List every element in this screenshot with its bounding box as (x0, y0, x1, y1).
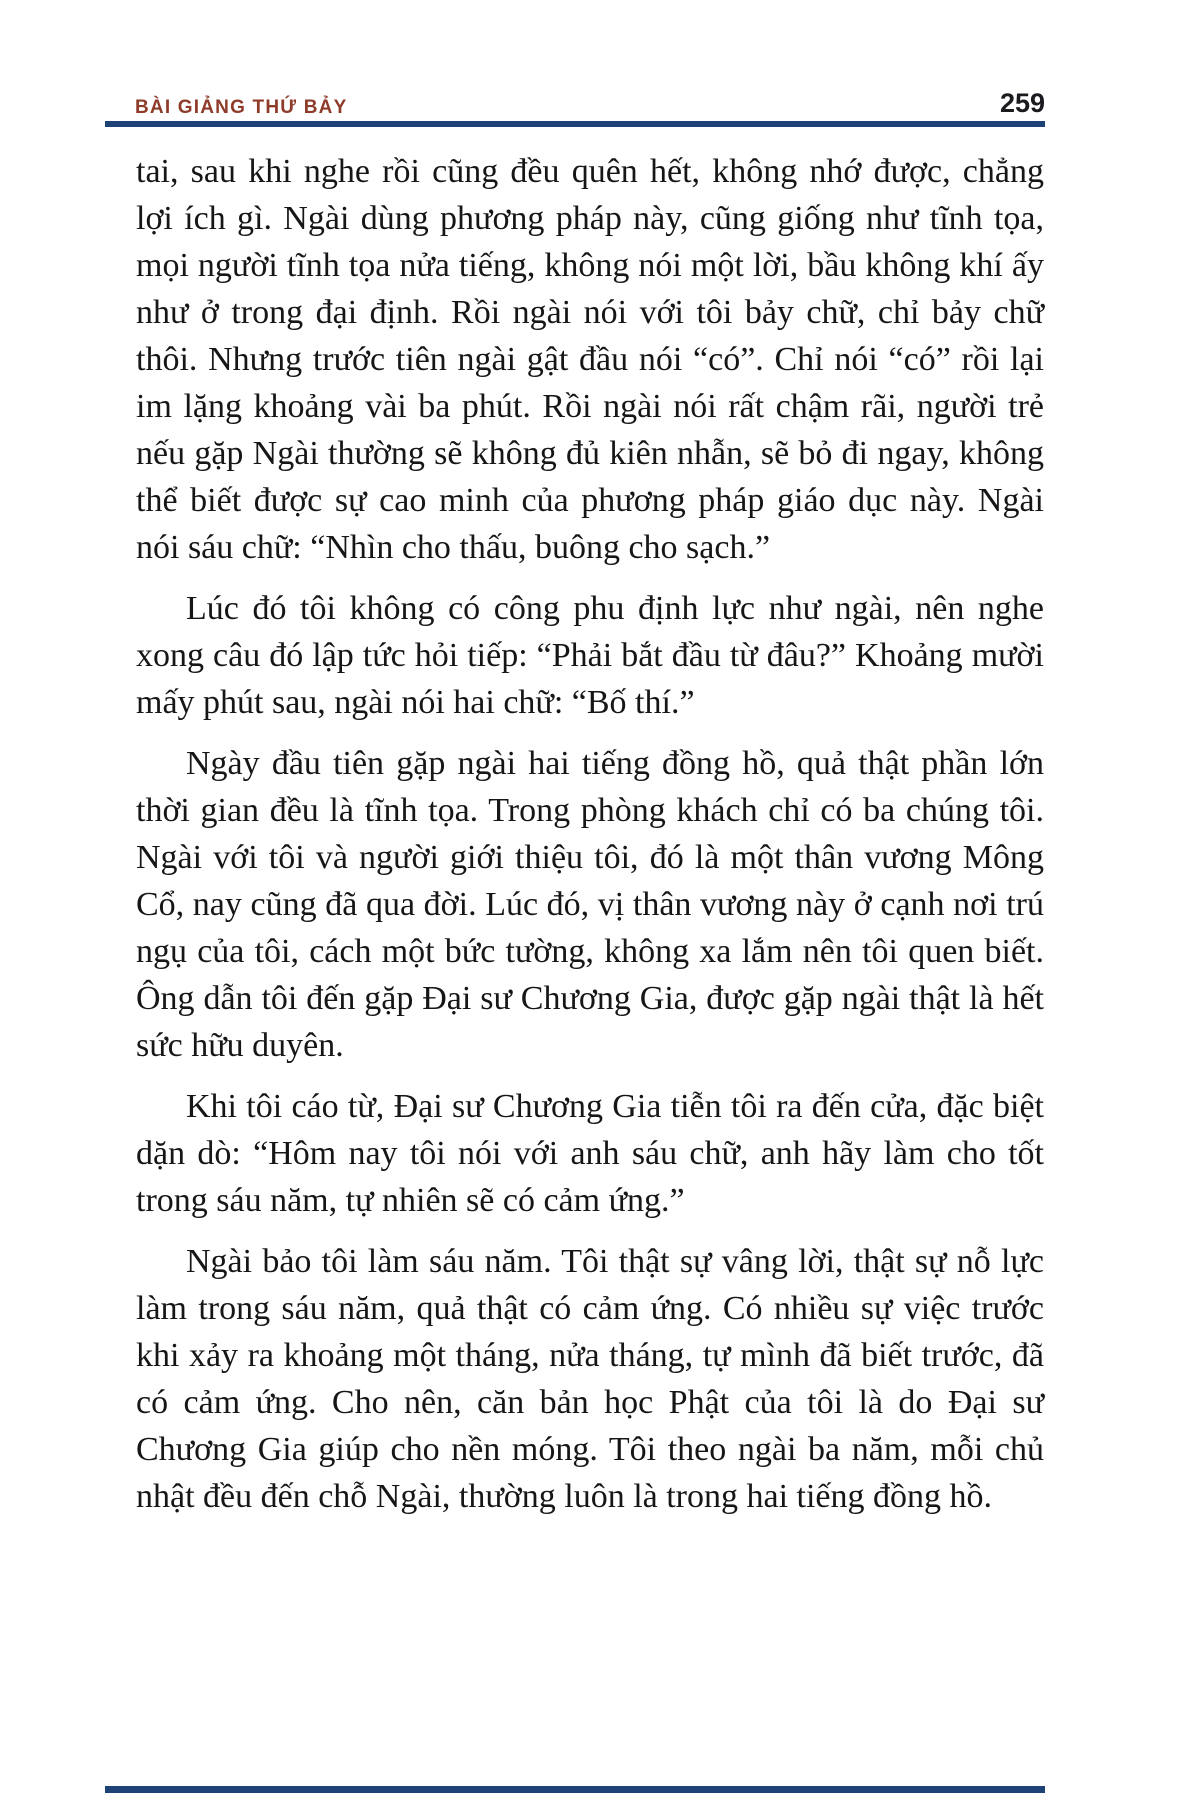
paragraph-continuation: tai, sau khi nghe rồi cũng đều quên hết, không nhớ được, chẳng lợi ích gì. Ngài dùng phương pháp này, cũng giống như tĩnh tọa, mọi người tĩnh tọa nửa tiếng, không nói một lời, bầu không khí ấy như ở trong đại định. Rồi ngài nói với tôi bảy chữ, chỉ bảy chữ thôi. Nhưng trước tiên ngài gật đầu nói “có”. Chỉ nói “có” rồi lại im lặng khoảng vài ba phút. Rồi ngài nói rất chậm rãi, người trẻ nếu gặp Ngài thường sẽ không đủ kiên nhẫn, sẽ bỏ đi ngay, không thể biết được sự cao minh của phương pháp giáo dục này. Ngài nói sáu chữ: “Nhìn cho thấu, buông cho sạch.” (136, 153, 1044, 566)
running-header-title: BÀI GIẢNG THỨ BẢY (135, 97, 348, 118)
paragraph: Ngày đầu tiên gặp ngài hai tiếng đồng hồ, quả thật phần lớn thời gian đều là tĩnh tọa. Trong phòng khách chỉ có ba chúng tôi. Ngài với tôi và người giới thiệu tôi, đó là một thân vương Mông Cổ, nay cũng đã qua đời. Lúc đó, vị thân vương này ở cạnh nơi trú ngụ của tôi, cách một bức tường, không xa lắm nên tôi quen biết. Ông dẫn tôi đến gặp Đại sư Chương Gia, được gặp ngài thật là hết sức hữu duyên. (136, 745, 1044, 1064)
page-number: 259 (999, 88, 1045, 118)
footer-rule-divider (105, 1786, 1045, 1793)
page-body-text (136, 148, 1044, 1534)
header-rule-divider (105, 121, 1045, 127)
running-header (105, 88, 1045, 119)
paragraph: Lúc đó tôi không có công phu định lực như ngài, nên nghe xong câu đó lập tức hỏi tiếp: “Phải bắt đầu từ đâu?” Khoảng mười mấy phút sau, ngài nói hai chữ: “Bố thí.” (136, 590, 1044, 721)
paragraph: Khi tôi cáo từ, Đại sư Chương Gia tiễn tôi ra đến cửa, đặc biệt dặn dò: “Hôm nay tôi nói với anh sáu chữ, anh hãy làm cho tốt trong sáu năm, tự nhiên sẽ có cảm ứng.” (136, 1088, 1044, 1219)
paragraph: Ngài bảo tôi làm sáu năm. Tôi thật sự vâng lời, thật sự nỗ lực làm trong sáu năm, quả thật có cảm ứng. Có nhiều sự việc trước khi xảy ra khoảng một tháng, nửa tháng, tự mình đã biết trước, đã có cảm ứng. Cho nên, căn bản học Phật của tôi là do Đại sư Chương Gia giúp cho nền móng. Tôi theo ngài ba năm, mỗi chủ nhật đều đến chỗ Ngài, thường luôn là trong hai tiếng đồng hồ. (136, 1243, 1044, 1515)
